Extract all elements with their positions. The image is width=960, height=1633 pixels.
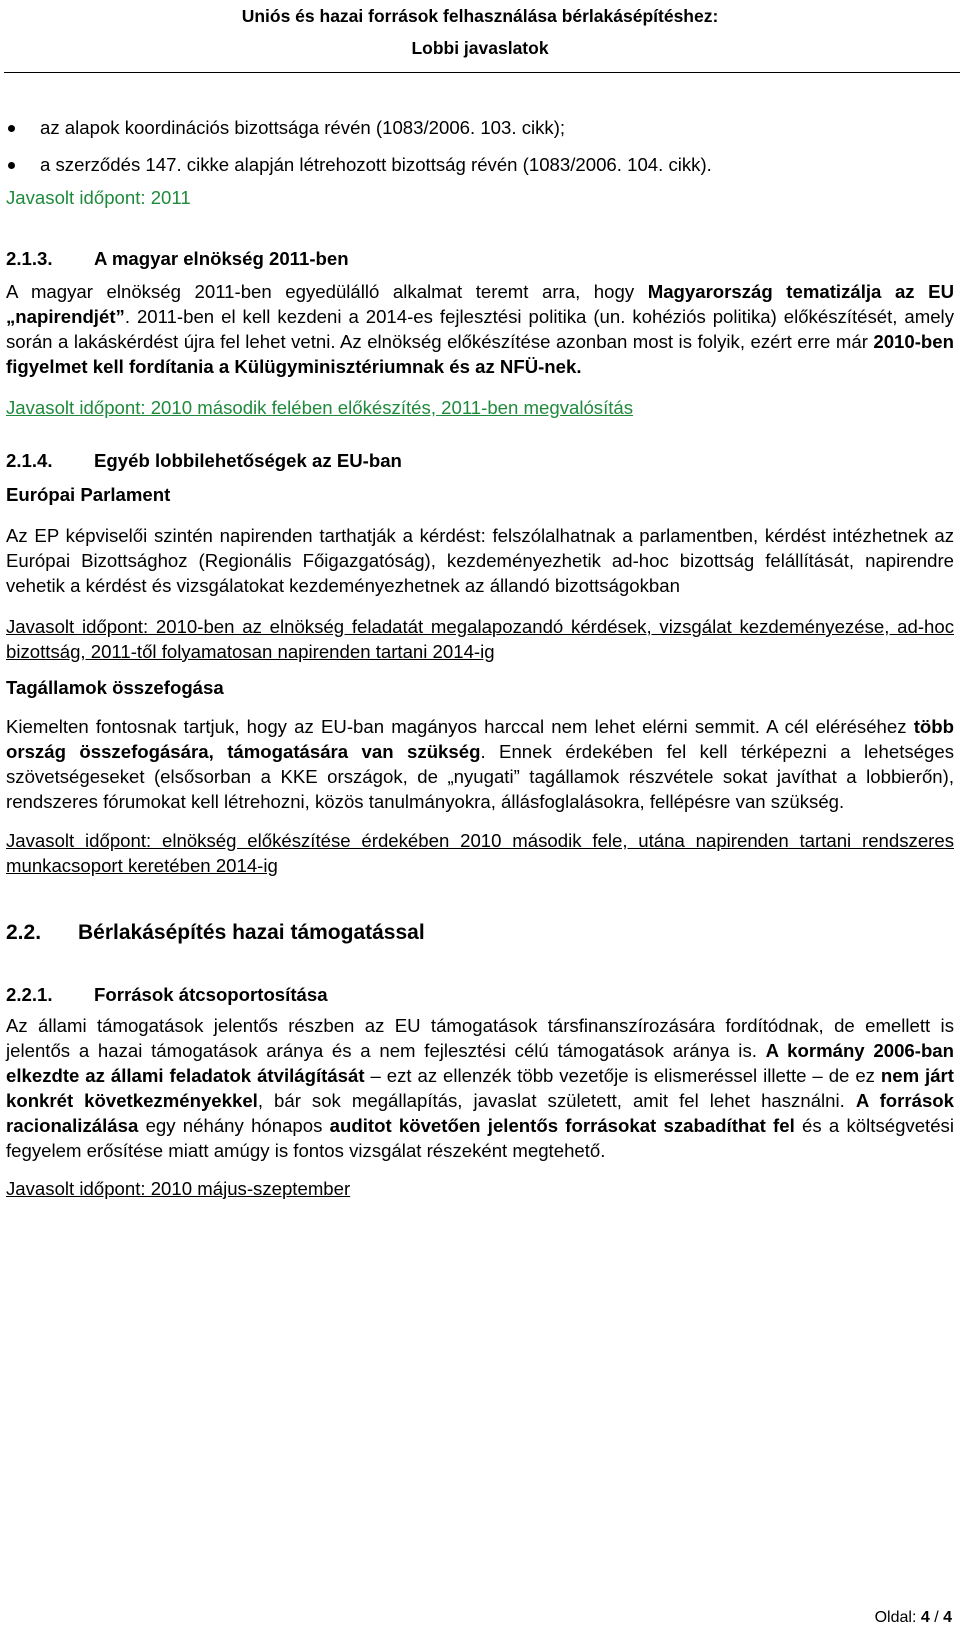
document-title: Uniós és hazai források felhasználása bérlakásépítéshez: <box>241 6 719 26</box>
section-heading-2-1-3: 2.1.3. A magyar elnökség 2011-ben <box>6 248 349 269</box>
page-header <box>0 0 960 64</box>
paragraph: Az EP képviselői szintén napirenden tarthatják a kérdést: felszólalhatnak a parlamentben, kérdést intézhetnek az Európai Bizottsághoz (Regionális Főigazgatóság), kezdeményezhetik ad-hoc bizottság felállítását, napirendre vehetik a kérdést és vizsgálatokat kezdeményezhetnek az állandó bizottságokban <box>6 525 954 596</box>
subheading-member-states: Tagállamok összefogása <box>6 677 224 698</box>
section-heading-2-1-4: 2.1.4. Egyéb lobbilehetőségek az EU-ban <box>6 450 402 471</box>
bullet-icon <box>8 162 15 169</box>
paragraph: A magyar elnökség 2011-ben egyedülálló alkalmat teremt arra, hogy Magyarország tematizálja az EU „napirendjét”. 2011-ben el kell kezdeni a 2014-es fejlesztési politika (un. kohéziós politika) előkészítését, amely során a lakáskérdést újra fel lehet vetni. Az elnökség előkészítése azonban most is folyik, ezért erre már 2010-ben figyelmet kell fordítania a Külügyminisztériumnak és az NFÜ-nek. <box>6 281 954 377</box>
proposed-date: Javasolt időpont: 2010 második felében előkészítés, 2011-ben megvalósítás <box>6 397 634 418</box>
subheading-european-parliament: Európai Parlament <box>6 484 171 505</box>
paragraph: Az állami támogatások jelentős részben az EU támogatások társfinanszírozására fordítódnak, de emellett is jelentős a hazai támogatások aránya és a nem fejlesztési célú támogatások aránya is. A kormány 2006-ban elkezdte az állami feladatok átvilágítását – ezt az ellenzék több vezetője is elismeréssel illette – de ez nem járt konkrét következményekkel, bár sok megállapítás, javaslat született, amit fel lehet használni. A források racionalizálása egy néhány hónapos auditot követően jelentős forrásokat szabadíthat fel és a költségvetési fegyelem erősítése miatt amúgy is fontos vizsgálat részeként megtehető. <box>6 1015 954 1161</box>
proposed-date: Javasolt időpont: 2010-ben az elnökség feladatát megalapozandó kérdések, vizsgálat kezdeményezése, ad-hoc bizottság, 2011-től folyamatosan napirenden tartani 2014-ig <box>6 616 954 662</box>
list-item: az alapok koordinációs bizottsága révén (1083/2006. 103. cikk); <box>6 115 954 140</box>
bullet-list <box>6 115 954 177</box>
bullet-icon <box>8 125 15 132</box>
proposed-date: Javasolt időpont: 2010 május-szeptember <box>6 1178 351 1199</box>
proposed-date: Javasolt időpont: elnökség előkészítése érdekében 2010 második fele, utána napirenden tartani rendszeres munkacsoport keretében 2014-ig <box>6 830 954 876</box>
list-item: a szerződés 147. cikke alapján létrehozott bizottság révén (1083/2006. 104. cikk). <box>6 152 954 177</box>
page-number: Oldal: 4 / 4 <box>874 1609 952 1626</box>
section-heading-2-2-1: 2.2.1. Források átcsoportosítása <box>6 984 328 1005</box>
document-subtitle: Lobbi javaslatok <box>411 38 549 58</box>
section-heading-2-2: 2.2. Bérlakásépítés hazai támogatással <box>6 921 425 944</box>
proposed-date: Javasolt időpont: 2011 <box>6 187 191 208</box>
page-content <box>6 115 954 1201</box>
header-divider <box>4 72 960 73</box>
paragraph: Kiemelten fontosnak tartjuk, hogy az EU-ban magányos harccal nem lehet elérni semmit. A cél eléréséhez több ország összefogására, támogatására van szükség. Ennek érdekében fel kell térképezni a lehetséges szövetségeseket (elsősorban a KKE országok, de „nyugati” tagállamok részvétele sokat javíthat a lobbierőn), rendszeres fórumokat kell létrehozni, közös tanulmányokra, állásfoglalásokra, fellépésre van szükség. <box>6 716 954 812</box>
